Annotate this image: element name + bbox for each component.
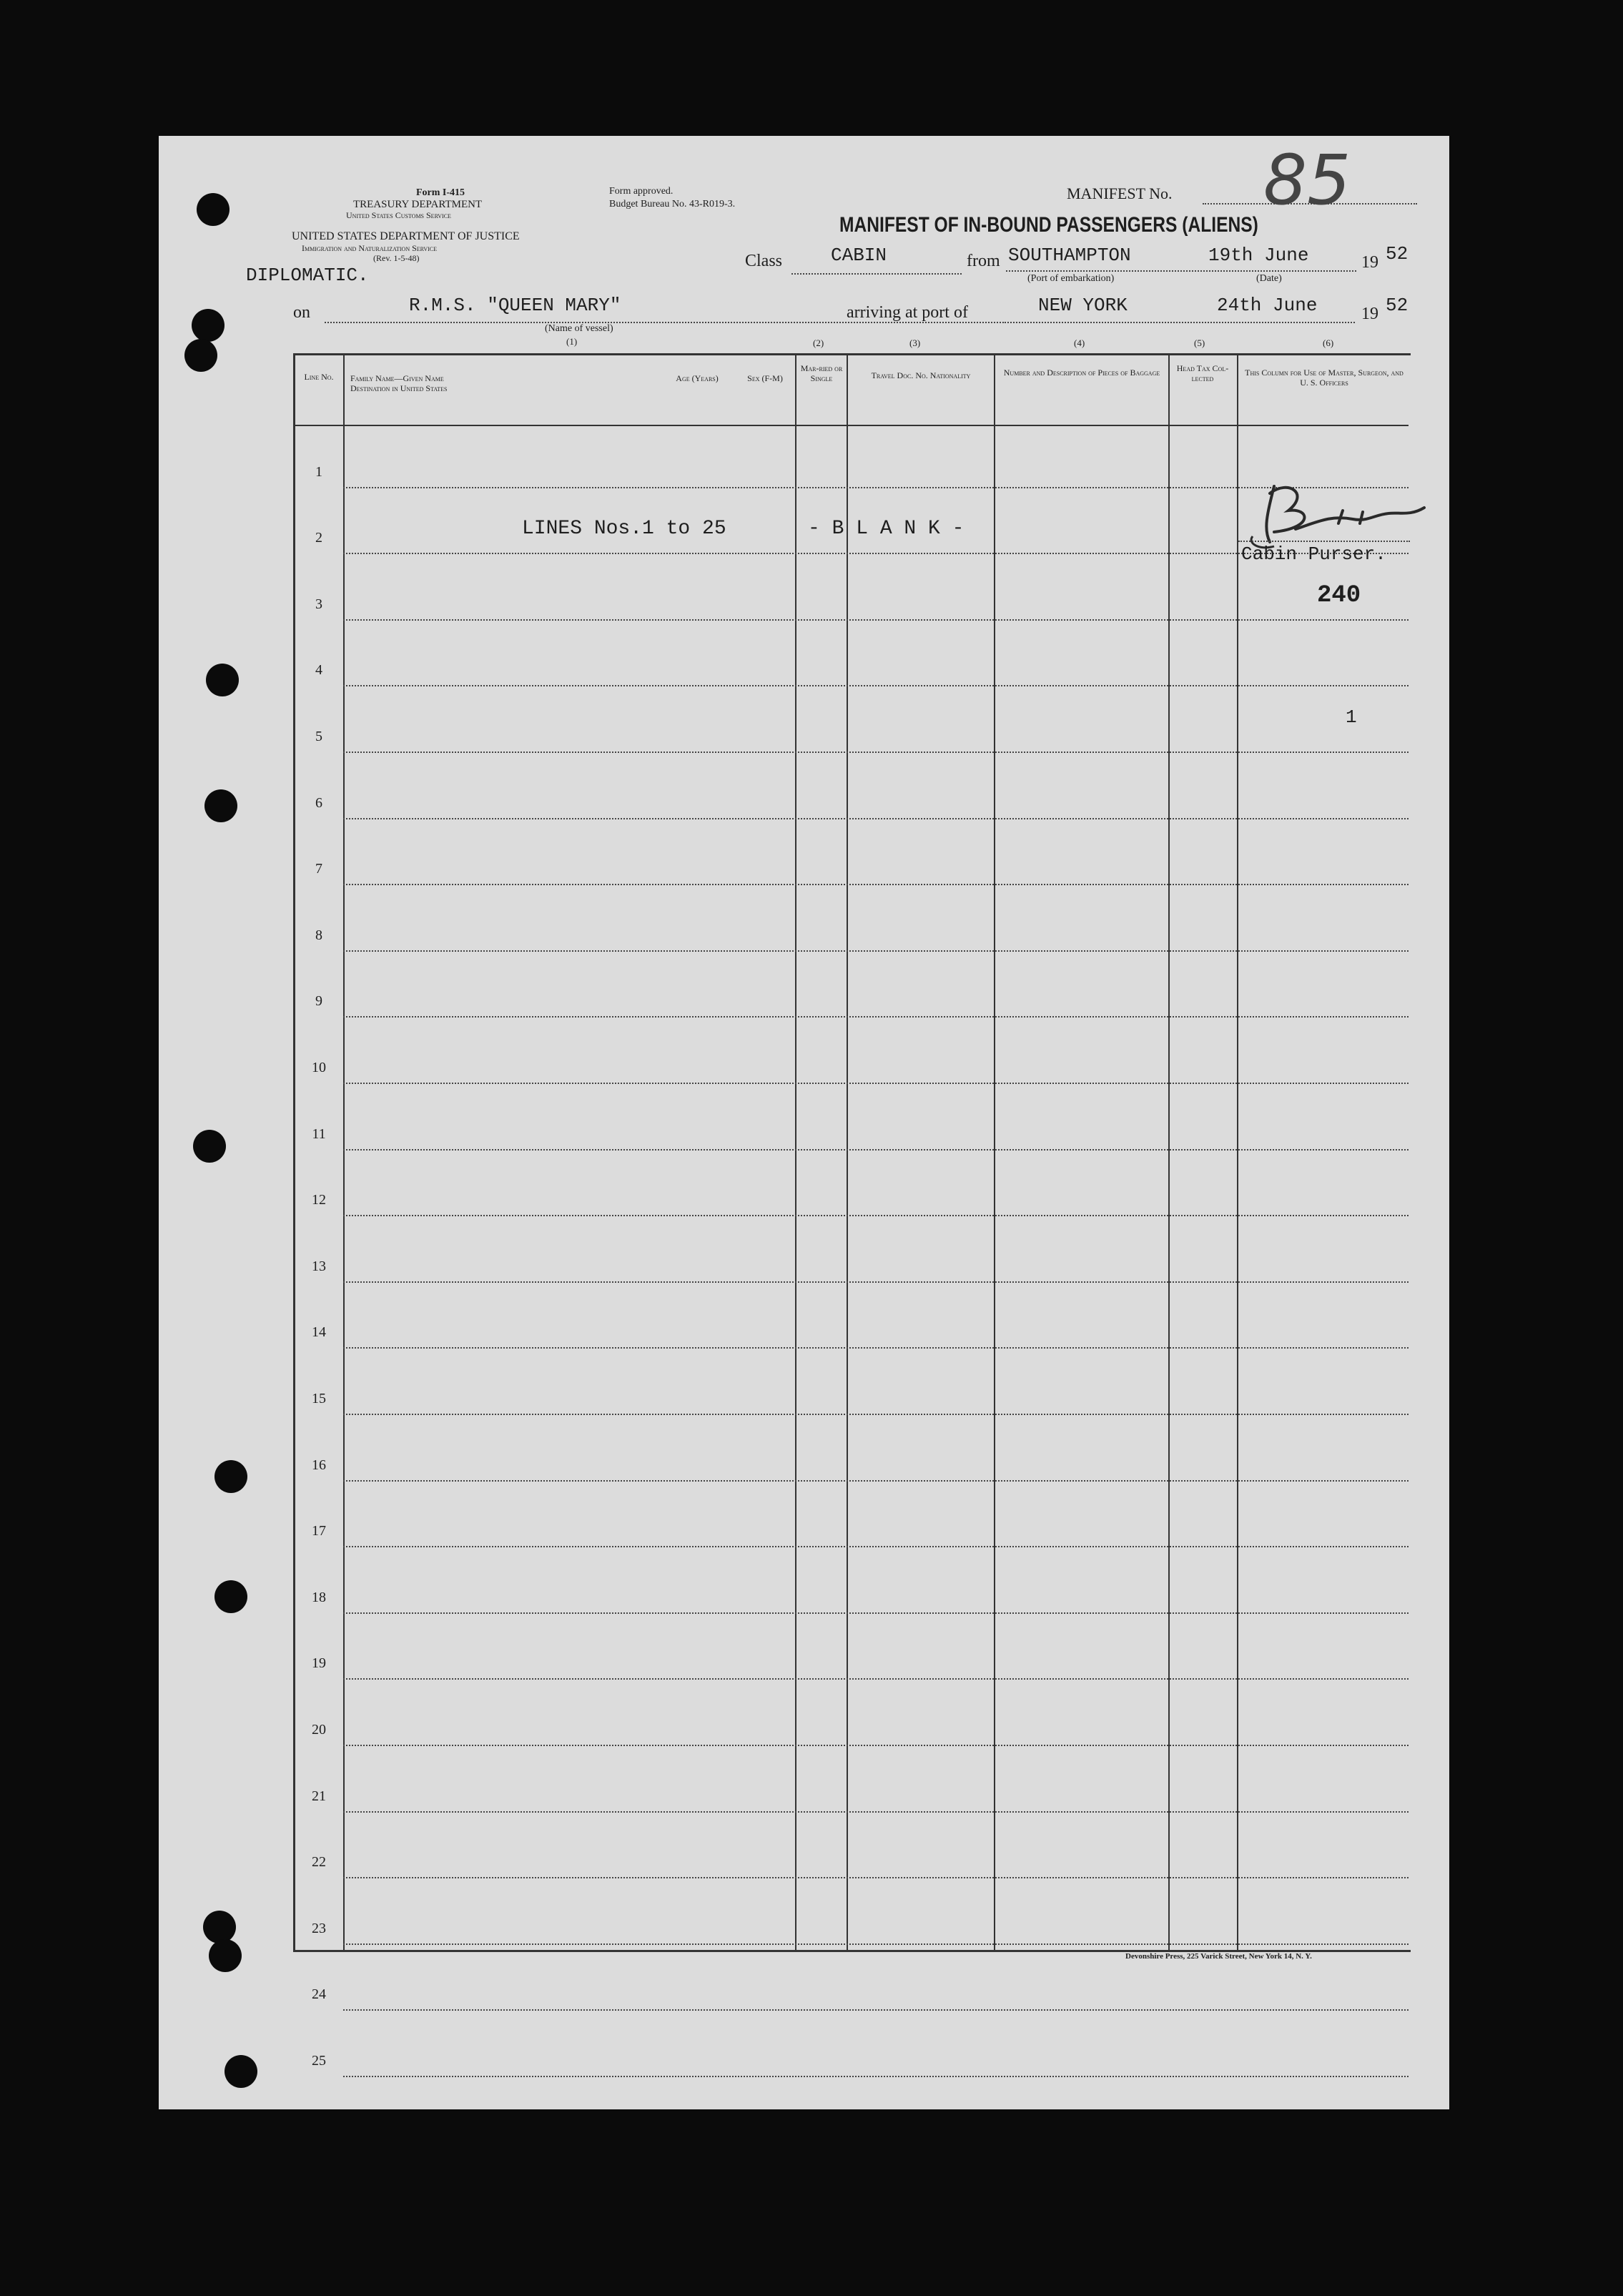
budget-bureau: Budget Bureau No. 43-R019-3. <box>609 199 736 210</box>
from-value: SOUTHAMPTON <box>1008 245 1131 266</box>
table-row-line <box>343 1612 1409 1614</box>
column-divider <box>1168 353 1170 1950</box>
manifest-title: MANIFEST OF IN-BOUND PASSENGERS (ALIENS) <box>839 213 1258 237</box>
binder-hole <box>197 193 230 226</box>
signature-text <box>1274 493 1277 494</box>
line-number: 11 <box>312 1125 326 1142</box>
line-number: 13 <box>312 1258 326 1274</box>
blank-text: - B L A N K - <box>808 518 965 540</box>
table-row-line <box>343 1546 1409 1547</box>
on-label: on <box>293 303 310 322</box>
column-divider <box>795 353 796 1950</box>
line-number: 10 <box>312 1060 326 1075</box>
column-number-3: (3) <box>909 337 921 348</box>
column-number-5: (5) <box>1194 337 1205 348</box>
line-number: 9 <box>315 993 322 1010</box>
table-row-line <box>343 1480 1409 1482</box>
binder-hole <box>209 1939 242 1972</box>
manifest-page <box>159 136 1449 2109</box>
binder-hole <box>206 664 239 696</box>
form-approved: Form approved. <box>609 186 674 197</box>
header-sex: Sex (F-M) <box>747 373 783 383</box>
passenger-count: 240 <box>1317 582 1361 609</box>
cabin-purser-label: Cabin Purser. <box>1241 543 1386 565</box>
officer-mark: 1 <box>1346 706 1357 728</box>
line-number: 20 <box>312 1722 326 1738</box>
table-row-line <box>343 1016 1409 1018</box>
binder-hole <box>204 789 237 822</box>
year-2: 52 <box>1386 295 1409 316</box>
binder-hole <box>225 2055 257 2088</box>
table-row-line <box>343 1149 1409 1151</box>
line-number: 15 <box>312 1391 326 1406</box>
table-row-line <box>343 1414 1409 1415</box>
line-number: 7 <box>315 861 322 877</box>
line-number: 3 <box>315 596 322 612</box>
arrival-date: 24th June <box>1217 295 1318 316</box>
table-row-line <box>343 1678 1409 1680</box>
departure-date: 19th June <box>1208 245 1309 266</box>
line-number: 19 <box>312 1655 326 1672</box>
treasury-department: TREASURY DEPARTMENT <box>353 199 483 210</box>
table-row-line <box>343 619 1409 621</box>
class-label: Class <box>745 252 783 270</box>
column-number-2: (2) <box>813 337 824 348</box>
arriving-label: arriving at port of <box>847 303 968 322</box>
binder-hole <box>214 1460 247 1493</box>
manifest-no-label: MANIFEST No. <box>1067 184 1173 202</box>
revision-date: (Rev. 1-5-48) <box>373 253 420 263</box>
table-row-line <box>343 1745 1409 1746</box>
table-row-line <box>343 685 1409 686</box>
line-number: 14 <box>312 1324 326 1341</box>
header-destination: Destination in United States <box>350 383 448 393</box>
line-number: 6 <box>315 794 322 811</box>
form-number: Form I-415 <box>416 187 465 198</box>
vessel-caption: (Name of vessel) <box>545 323 613 334</box>
header-travel-doc: Travel Doc. No. Nationality <box>871 370 971 380</box>
table-row-line <box>343 1281 1409 1283</box>
year-prefix-2: 19 <box>1361 305 1378 323</box>
line-number: 17 <box>312 1523 326 1539</box>
line-number: 21 <box>312 1788 326 1804</box>
department-of-justice: UNITED STATES DEPARTMENT OF JUSTICE <box>292 230 520 242</box>
column-number-4: (4) <box>1074 337 1085 348</box>
table-row-line <box>343 752 1409 753</box>
line-number: 25 <box>312 2053 326 2069</box>
from-line <box>1006 270 1356 272</box>
table-header-rule <box>293 425 1409 426</box>
line-number: 2 <box>315 530 322 546</box>
column-divider <box>847 353 848 1950</box>
table-row-line <box>343 2009 1409 2011</box>
column-divider <box>1237 353 1238 1950</box>
column-number-1: (1) <box>566 336 578 347</box>
column-divider <box>343 353 345 1950</box>
header-officers: This Column for Use of Master, Surgeon, and U. S. Officers <box>1245 368 1404 388</box>
header-age: Age (Years) <box>676 373 719 383</box>
purser-line <box>1238 541 1410 542</box>
table-row-line <box>343 1811 1409 1813</box>
binder-hole <box>192 309 225 342</box>
binder-hole <box>193 1130 226 1163</box>
lines-blank-note: LINES Nos.1 to 25 <box>522 518 726 540</box>
immigration-service: Immigration and Naturalization Service <box>302 243 438 253</box>
manifest-no-handwritten: 85 <box>1263 140 1351 220</box>
customs-service: United States Customs Service <box>346 210 451 220</box>
header-line-no: Line No. <box>304 372 334 382</box>
line-number: 8 <box>315 927 322 943</box>
year-1: 52 <box>1386 243 1409 265</box>
year-prefix-1: 19 <box>1361 253 1378 272</box>
from-label: from <box>967 252 1000 270</box>
header-married: Mar-ried or Single <box>800 363 843 383</box>
header-baggage: Number and Description of Pieces of Baggage <box>1003 368 1160 378</box>
binder-hole <box>184 339 217 372</box>
arrival-port-line <box>1005 322 1355 323</box>
passenger-table <box>293 353 1411 1952</box>
port-of-embarkation-caption: (Port of embarkation) <box>1027 273 1115 284</box>
binder-hole <box>203 1911 236 1943</box>
header-family-name: Family Name—Given Name <box>350 373 444 383</box>
table-row-line <box>343 950 1409 952</box>
class-value: CABIN <box>831 245 887 266</box>
line-number: 18 <box>312 1589 326 1605</box>
line-number: 12 <box>312 1192 326 1208</box>
table-row-line <box>343 1215 1409 1216</box>
table-row-line <box>343 2076 1409 2077</box>
column-divider <box>994 353 995 1950</box>
table-row-line <box>343 1347 1409 1349</box>
printer-imprint: Devonshire Press, 225 Varick Street, New York 14, N. Y. <box>1125 1952 1312 1961</box>
line-number: 5 <box>315 729 322 744</box>
table-row-line <box>343 1877 1409 1878</box>
diplomatic-stamp: DIPLOMATIC. <box>246 265 369 286</box>
class-line <box>791 273 962 275</box>
line-number: 4 <box>315 662 322 679</box>
line-number: 24 <box>312 1986 326 2003</box>
date-caption: (Date) <box>1256 273 1282 284</box>
line-number: 22 <box>312 1854 326 1871</box>
vessel-name: R.M.S. "QUEEN MARY" <box>409 295 621 316</box>
table-row-line <box>343 1083 1409 1084</box>
column-number-6: (6) <box>1323 337 1334 348</box>
line-number: 23 <box>312 1920 326 1936</box>
line-number: 16 <box>312 1457 326 1473</box>
table-row-line <box>343 884 1409 885</box>
line-number: 1 <box>315 463 322 480</box>
header-head-tax: Head Tax Col-lected <box>1176 363 1229 383</box>
table-row-line <box>343 818 1409 819</box>
binder-hole <box>214 1580 247 1613</box>
table-row-line <box>343 1943 1409 1945</box>
purser-signature <box>1245 472 1431 551</box>
arrival-port: NEW YORK <box>1038 295 1128 316</box>
